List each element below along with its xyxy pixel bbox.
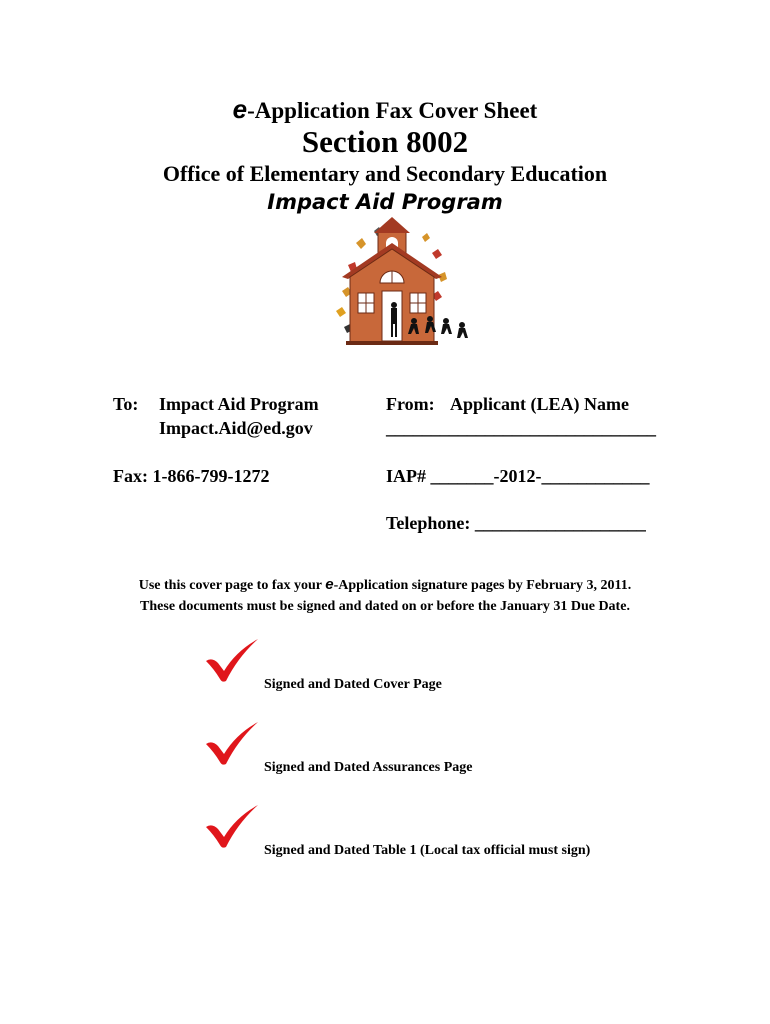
instructions-notice bbox=[0, 574, 770, 617]
schoolhouse-icon bbox=[328, 213, 476, 350]
fax-number: Fax: 1-866-799-1272 bbox=[113, 466, 270, 486]
title-e-prefix: e bbox=[232, 94, 248, 124]
to-email: Impact.Aid@ed.gov bbox=[159, 418, 313, 438]
program-title: Impact Aid Program bbox=[267, 190, 503, 214]
checklist-item: Signed and Dated Cover Page bbox=[264, 677, 442, 692]
from-value: Applicant (LEA) Name bbox=[450, 394, 629, 414]
from-label: From: bbox=[386, 394, 435, 414]
checklist-item: Signed and Dated Table 1 (Local tax official must sign) bbox=[264, 843, 591, 858]
telephone-field[interactable]: Telephone: ___________________ bbox=[386, 513, 646, 533]
checkmark-icon bbox=[204, 803, 260, 849]
from-blank-line[interactable]: ______________________________ bbox=[386, 418, 656, 438]
checkmark-icon bbox=[204, 637, 260, 683]
office-title: Office of Elementary and Secondary Education bbox=[162, 161, 608, 186]
notice-line-2: These documents must be signed and dated on or before the January 31 Due Date. bbox=[140, 599, 630, 614]
to-label: To: bbox=[113, 394, 139, 414]
checkmark-icon bbox=[204, 720, 260, 766]
notice-line-1: Use this cover page to fax your e-Application signature pages by February 3, 2011. bbox=[138, 576, 632, 593]
checklist-item: Signed and Dated Assurances Page bbox=[264, 760, 473, 775]
section-title: Section 8002 bbox=[301, 124, 469, 159]
title-text: -Application Fax Cover Sheet bbox=[247, 98, 538, 123]
to-name: Impact Aid Program bbox=[159, 394, 319, 414]
iap-number-field[interactable]: IAP# _______-2012-____________ bbox=[386, 466, 650, 486]
title-line bbox=[0, 94, 770, 125]
